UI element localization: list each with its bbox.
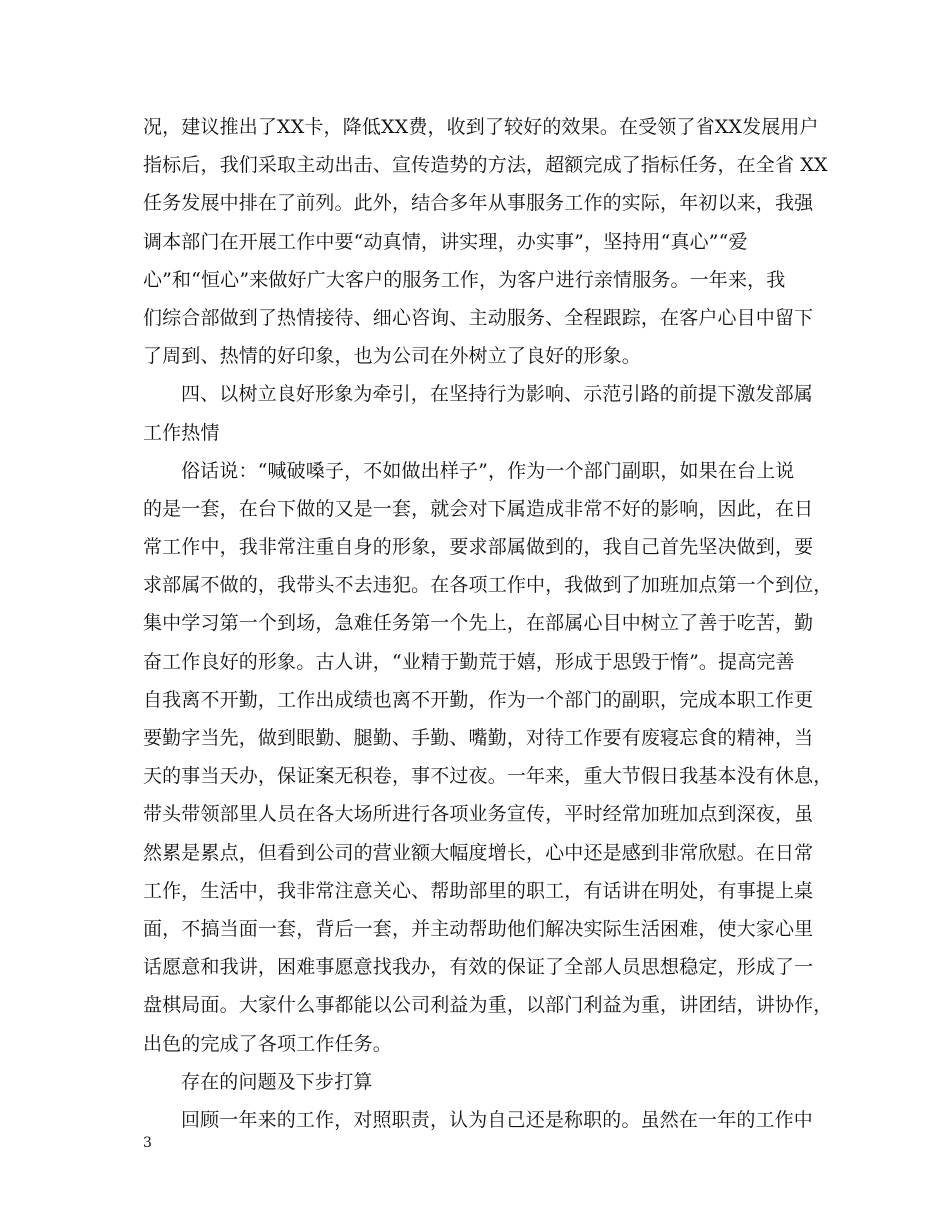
text-line: 四、以树立良好形象为牵引，在坚持行为影响、示范引路的前提下激发部属 [181,383,813,406]
text-line: 话愿意和我讲，困难事愿意找我办，有效的保证了全部人员思想稳定，形成了一 [143,956,814,979]
text-line: 出色的完成了各项工作任务。 [143,1032,392,1055]
text-line: 心”和“恒心”来做好广大客户的服务工作，为客户进行亲情服务。一年来，我 [143,268,786,291]
text-line: 面，不搞当面一套，背后一套，并主动帮助他们解决实际生活困难，使大家心里 [143,917,814,940]
text-line: 工作热情 [143,421,220,444]
text-line: 回顾一年来的工作，对照职责，认为自己还是称职的。虽然在一年的工作中 [181,1108,813,1131]
text-line: 盘棋局面。大家什么事都能以公司利益为重，以部门利益为重，讲团结，讲协作， [143,994,833,1017]
text-line: 然累是累点，但看到公司的营业额大幅度增长，心中还是感到非常欣慰。在日常 [143,841,814,864]
text-line: 们综合部做到了热情接待、细心咨询、主动服务、全程跟踪，在客户心目中留下 [143,306,814,329]
page-number: 3 [143,1135,152,1151]
text-line: 要勤字当先，做到眼勤、腿勤、手勤、嘴勤，对待工作要有废寝忘食的精神，当 [143,727,814,749]
text-line: 任务发展中排在了前列。此外，结合多年从事服务工作的实际，年初以来，我强 [143,192,814,215]
text-line: 指标后，我们采取主动出击、宣传造势的方法，超额完成了指标任务，在全省 XX [143,154,828,177]
text-line: 存在的问题及下步打算 [181,1070,373,1093]
text-line: 集中学习第一个到场，急难任务第一个先上，在部属心目中树立了善于吃苦，勤 [143,612,814,635]
text-line: 自我离不开勤，工作出成绩也离不开勤，作为一个部门的副职，完成本职工作更 [143,688,814,711]
text-line: 带头带领部里人员在各大场所进行各项业务宣传，平时经常加班加点到深夜，虽 [143,803,814,826]
text-line: 的是一套，在台下做的又是一套，就会对下属造成非常不好的影响，因此，在日 [143,497,814,520]
text-line: 常工作中，我非常注重自身的形象，要求部属做到的，我自己首先坚决做到，要 [143,536,814,559]
text-line: 天的事当天办，保证案无积卷，事不过夜。一年来，重大节假日我基本没有休息， [143,765,833,788]
text-line: 了周到、热情的好印象，也为公司在外树立了良好的形象。 [143,345,641,368]
text-line: 调本部门在开展工作中要“动真情，讲实理，办实事”，坚持用“真心”“爱 [143,230,748,253]
text-line: 求部属不做的，我带头不去违犯。在各项工作中，我做到了加班加点第一个到位， [143,574,833,597]
text-line: 况，建议推出了XX卡，降低XX费，收到了较好的效果。在受领了省XX发展用户 [143,116,819,138]
text-line: 俗话说：“喊破嗓子，不如做出样子”，作为一个部门副职，如果在台上说 [181,459,795,482]
document-body [143,108,833,1139]
text-line: 奋工作良好的形象。古人讲，“业精于勤荒于嬉，形成于思毁于惰”。提高完善 [143,650,795,673]
text-line: 工作，生活中，我非常注意关心、帮助部里的职工，有话讲在明处，有事提上桌 [143,879,814,902]
